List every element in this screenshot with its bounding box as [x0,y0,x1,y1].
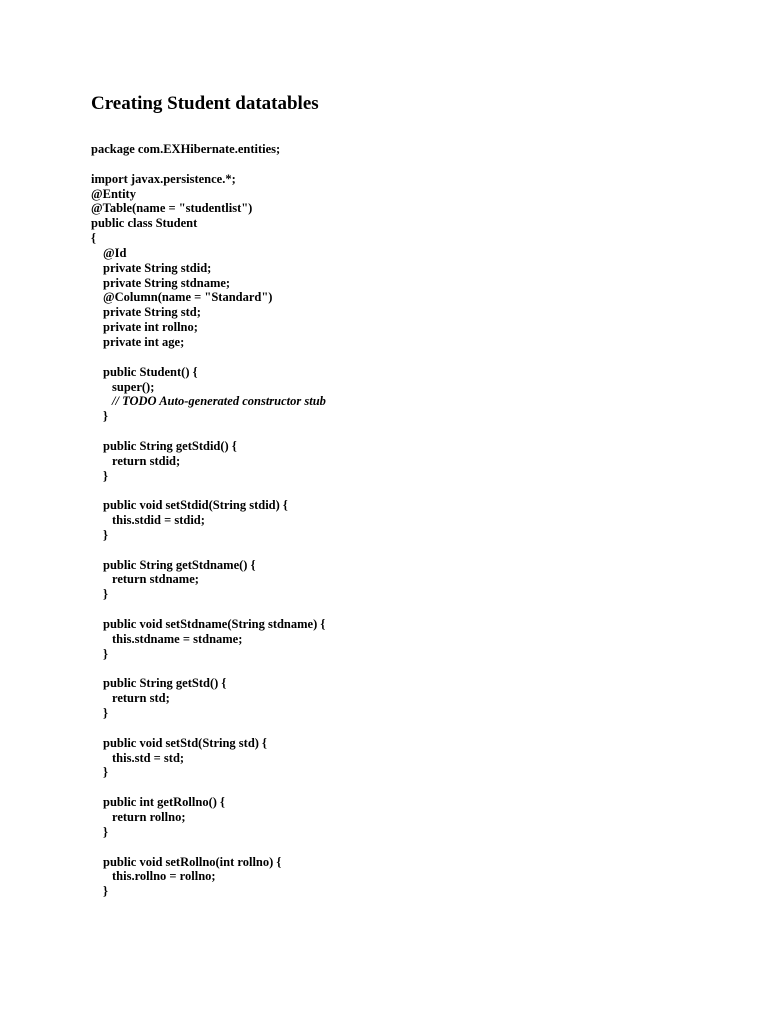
code-line: public int getRollno() { [103,795,225,810]
code-line: } [103,646,108,661]
code-line: } [103,765,108,780]
code-blank-line [91,721,731,736]
code-line: public void setRollno(int rollno) { [103,854,282,869]
code-line: public void setStd(String std) { [103,735,267,750]
code-line: public Student() { [103,364,198,379]
code-line: this.rollno = rollno; [112,869,216,884]
code-line: private String stdname; [103,275,231,290]
code-line: return std; [112,691,170,706]
code-line: } [103,884,108,899]
code-line: private int age; [103,334,185,349]
code-line: public void setStdname(String stdname) { [103,617,326,631]
code-line: public class Student [91,216,198,231]
code-line: this.stdid = stdid; [112,513,205,528]
code-line: return stdname; [112,572,199,587]
code-line: super(); [112,379,155,394]
code-line: } [103,468,108,483]
code-line: return rollno; [112,809,186,824]
code-line: return stdid; [112,453,181,468]
code-line: this.std = std; [112,750,185,765]
code-blank-line [91,483,731,498]
code-blank-line [91,424,731,439]
code-blank-line [91,350,731,365]
code-line: import javax.persistence.*; [91,171,236,186]
code-blank-line [91,602,731,617]
code-line: private String stdid; [103,260,212,275]
code-line: public String getStdname() { [103,557,256,572]
code-comment-line: // TODO Auto-generated constructor stub [112,394,326,409]
code-blank-line [91,840,731,855]
code-line: public String getStd() { [103,676,227,691]
code-line: { [91,231,96,246]
code-line: public void setStdid(String stdid) { [103,498,288,513]
code-line: package com.EXHibernate.entities; [91,142,281,156]
code-line: } [103,706,108,721]
code-line: private int rollno; [103,320,198,335]
code-line: @Column(name = "Standard") [103,290,273,305]
code-line: } [103,824,108,839]
code-line: this.stdname = stdname; [112,631,243,646]
code-line: @Id [103,245,127,260]
document-title: Creating Student datatables [91,93,319,114]
code-blank-line [91,662,731,677]
code-line: } [103,527,108,542]
code-blank-line [91,543,731,558]
code-line: @Table(name = "studentlist") [91,201,253,216]
code-blank-line [91,157,731,172]
code-line: } [103,409,108,424]
code-listing [91,142,731,899]
code-line: @Entity [91,186,136,201]
code-blank-line [91,780,731,795]
code-line: private String std; [103,305,201,320]
code-line: public String getStdid() { [103,438,237,453]
code-line: } [103,587,108,602]
